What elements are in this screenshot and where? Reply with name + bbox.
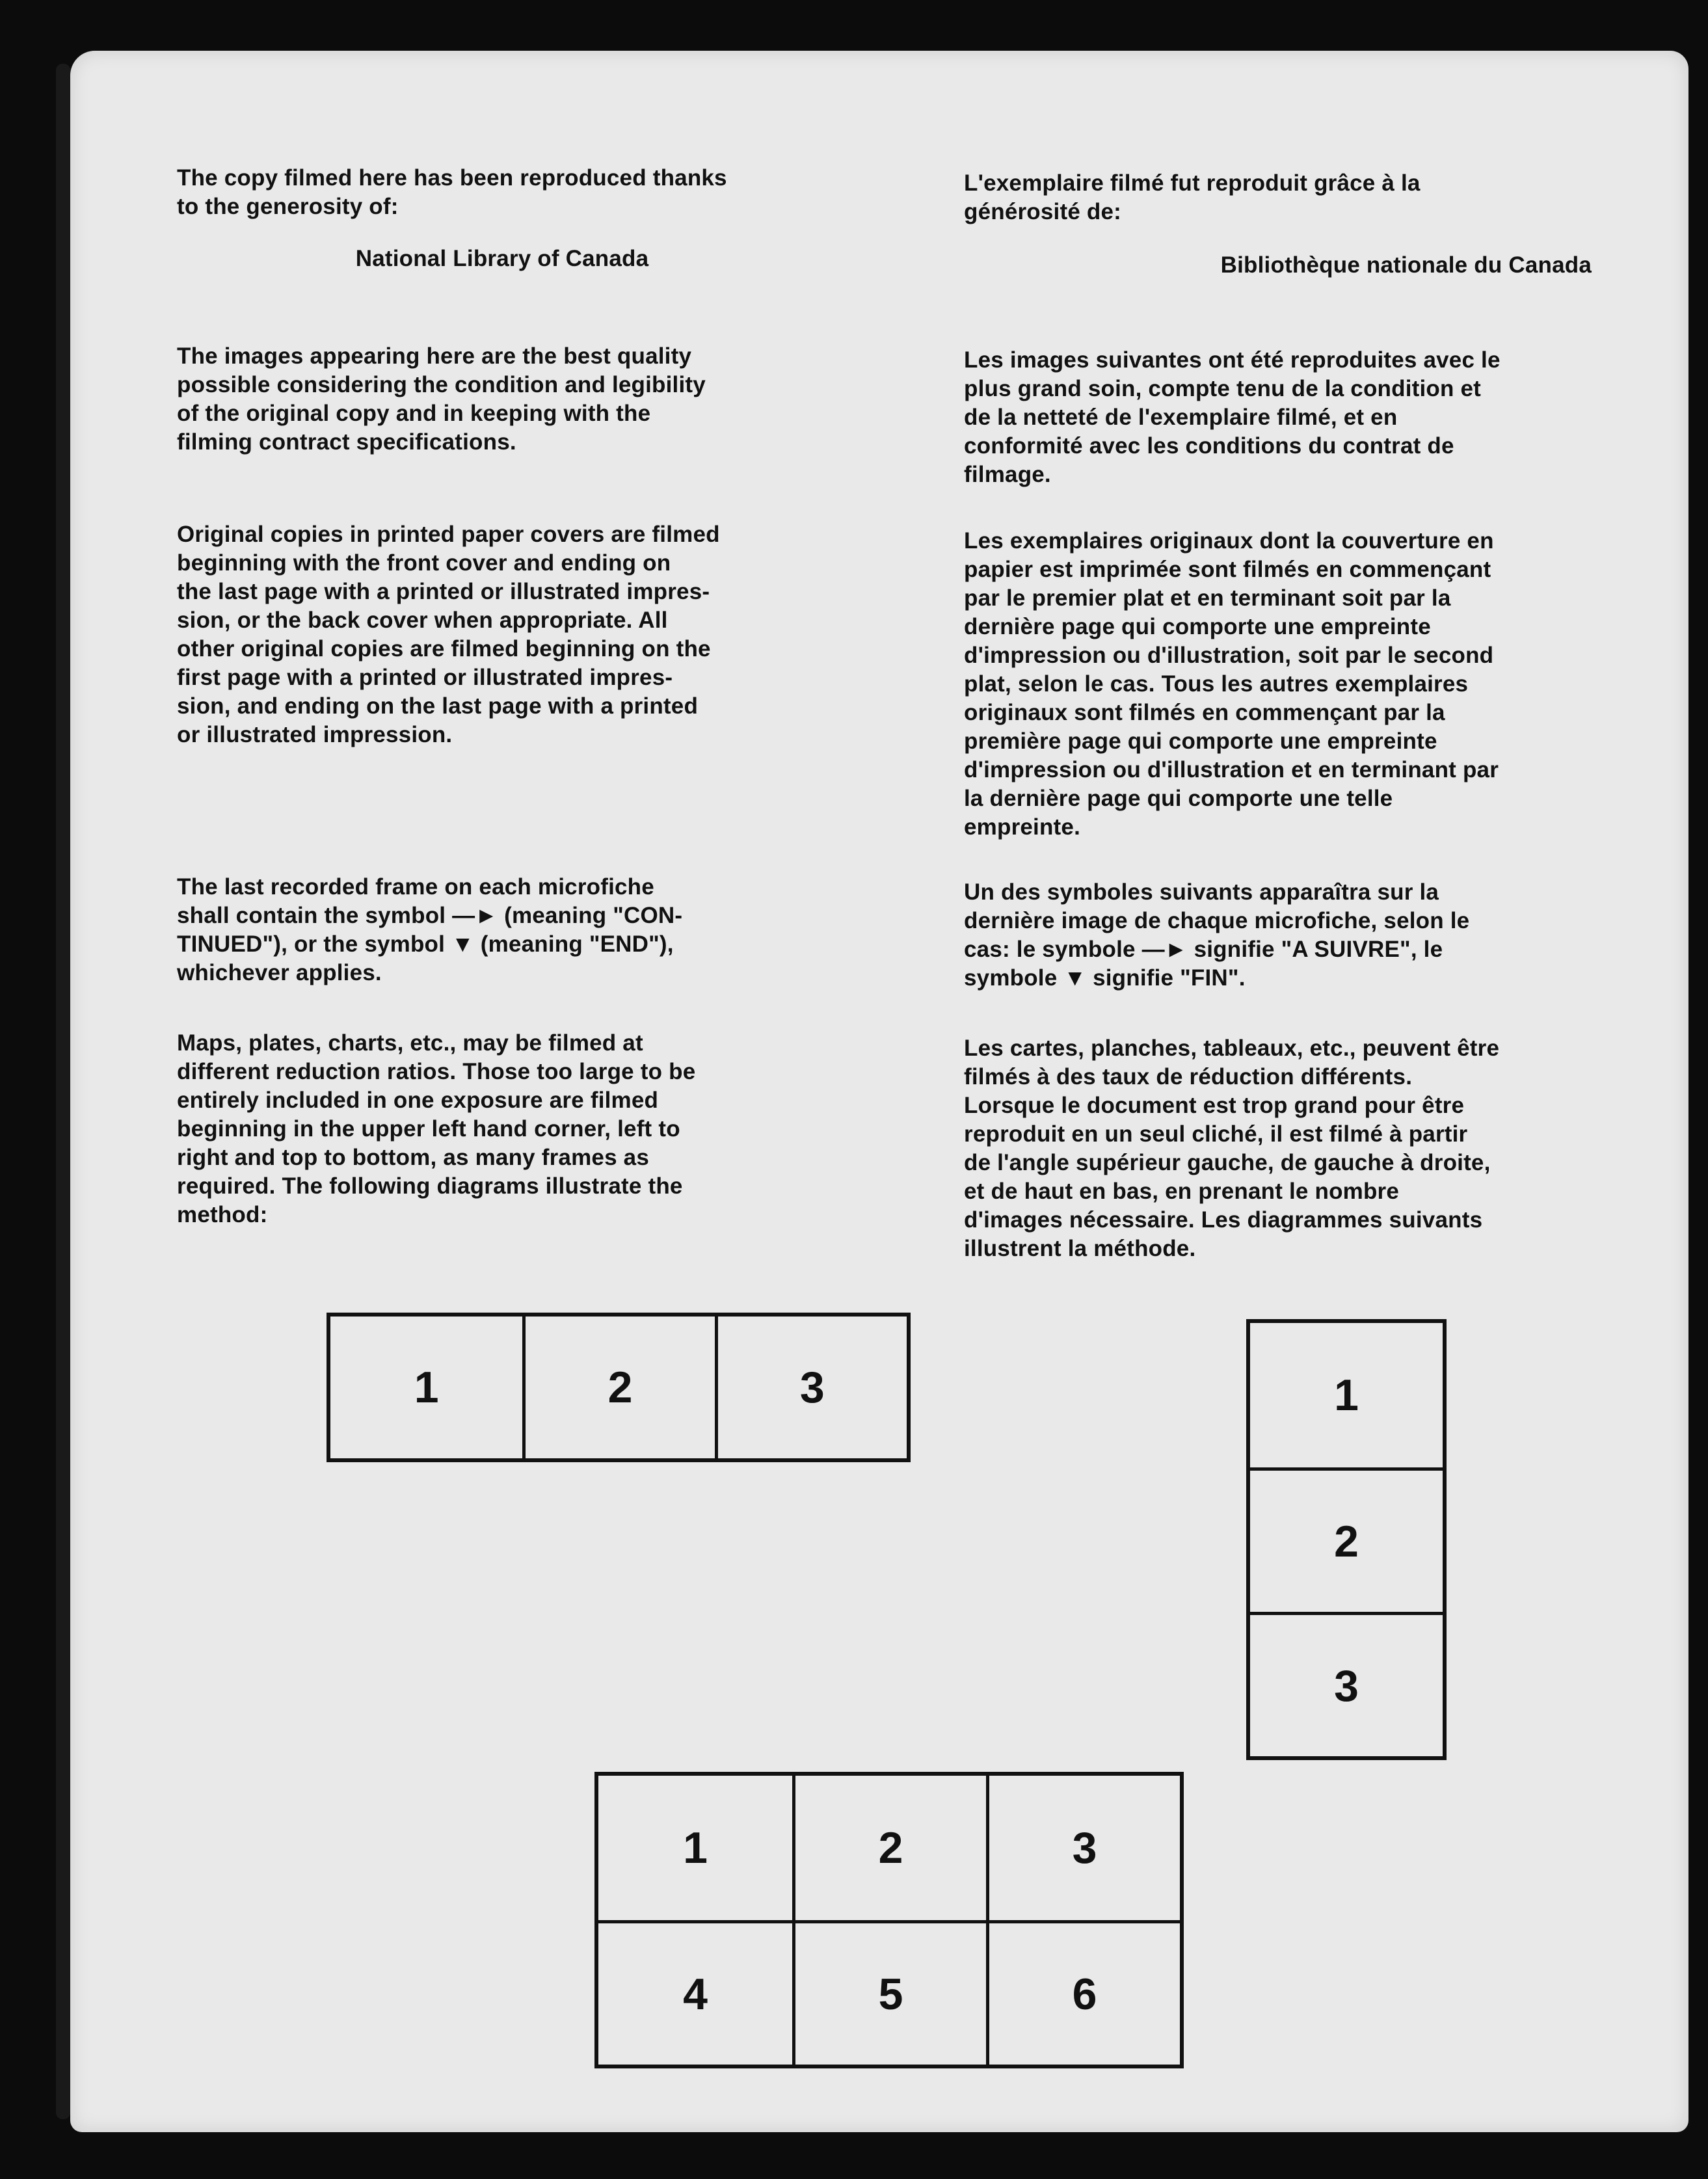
frame-2: 2 xyxy=(792,1776,986,1920)
frame-5: 5 xyxy=(792,1920,986,2065)
binding-edge xyxy=(56,64,70,2119)
maps-paragraph: Maps, plates, charts, etc., may be filmed at different reduction ratios. Those too large to be entirely included in one exposure are filmed beginning in the upper left hand corner, left to right and top to bottom, as many frames as required. The following diagrams illustrate the method: xyxy=(177,1030,696,1227)
thanks-text: The copy filmed here has been reproduced thanks to the generosity of: xyxy=(177,165,727,219)
diagram-three-across xyxy=(327,1313,911,1462)
frame-1: 1 xyxy=(1334,1370,1359,1420)
symbols-paragraph: Un des symboles suivants apparaîtra sur la dernière image de chaque microfiche, selon le cas: le symbole —► signifie "A SUIVRE", le symbole ▼ signifie "FIN". xyxy=(964,879,1470,991)
diagram-six-frames xyxy=(594,1772,1184,2068)
quality-paragraph: Les images suivantes ont été reproduites avec le plus grand soin, compte tenu de la condition et de la netteté de l'exemplaire filmé, et en conformité avec les conditions du contrat de filmage. xyxy=(964,347,1501,487)
symbols-paragraph: The last recorded frame on each microfiche shall contain the symbol —► (meaning "CON- TINUED"), or the symbol ▼ (meaning "END"), whichever applies. xyxy=(177,874,683,985)
covers-paragraph: Les exemplaires originaux dont la couverture en papier est imprimée sont filmés en commençant par le premier plat et en terminant soit par la dernière page qui comporte une empreinte d'impression ou d'illustration, soit par le second plat, selon le cas. Tous les autres exemplaires originaux sont filmés en commençant par la première page qui comporte une empreinte d'impression ou d'illustration et en terminant par la dernière page qui comporte une telle empreinte. xyxy=(964,528,1499,840)
covers-paragraph: Original copies in printed paper covers are filmed beginning with the front cover and ending on the last page with a printed or illustrated impres- sion, or the back cover when appropriate. All other original copies are filmed beginning on the first page with a printed or illustrated impres- sion, and ending on the last page with a printed or illustrated impression. xyxy=(177,522,720,747)
diagram-three-down xyxy=(1246,1319,1447,1760)
maps-paragraph: Les cartes, planches, tableaux, etc., peuvent être filmés à des taux de réduction différents. Lorsque le document est trop grand pour être reproduit en un seul cliché, il est filmé à partir de l'angle supérieur gauche, de gauche à droite, et de haut en bas, en prenant le nombre d'images nécessaire. Les diagrammes suivants illustrent la méthode. xyxy=(964,1036,1500,1261)
frame-3: 3 xyxy=(715,1317,907,1458)
frame-1: 1 xyxy=(683,1823,708,1873)
frame-1: 1 xyxy=(414,1363,439,1412)
library-name: National Library of Canada xyxy=(355,246,649,271)
library-name: Bibliothèque nationale du Canada xyxy=(1220,252,1592,278)
frame-2: 2 xyxy=(522,1317,714,1458)
frame-2: 2 xyxy=(1250,1467,1443,1612)
frame-3: 3 xyxy=(1250,1612,1443,1756)
quality-paragraph: The images appearing here are the best quality possible considering the condition and legibility of the original copy and in keeping with the filming contract specifications. xyxy=(177,343,706,455)
frame-3: 3 xyxy=(986,1776,1180,1920)
frame-4: 4 xyxy=(598,1920,792,2065)
thanks-text: L'exemplaire filmé fut reproduit grâce à la générosité de: xyxy=(964,170,1421,224)
frame-6: 6 xyxy=(986,1920,1180,2065)
